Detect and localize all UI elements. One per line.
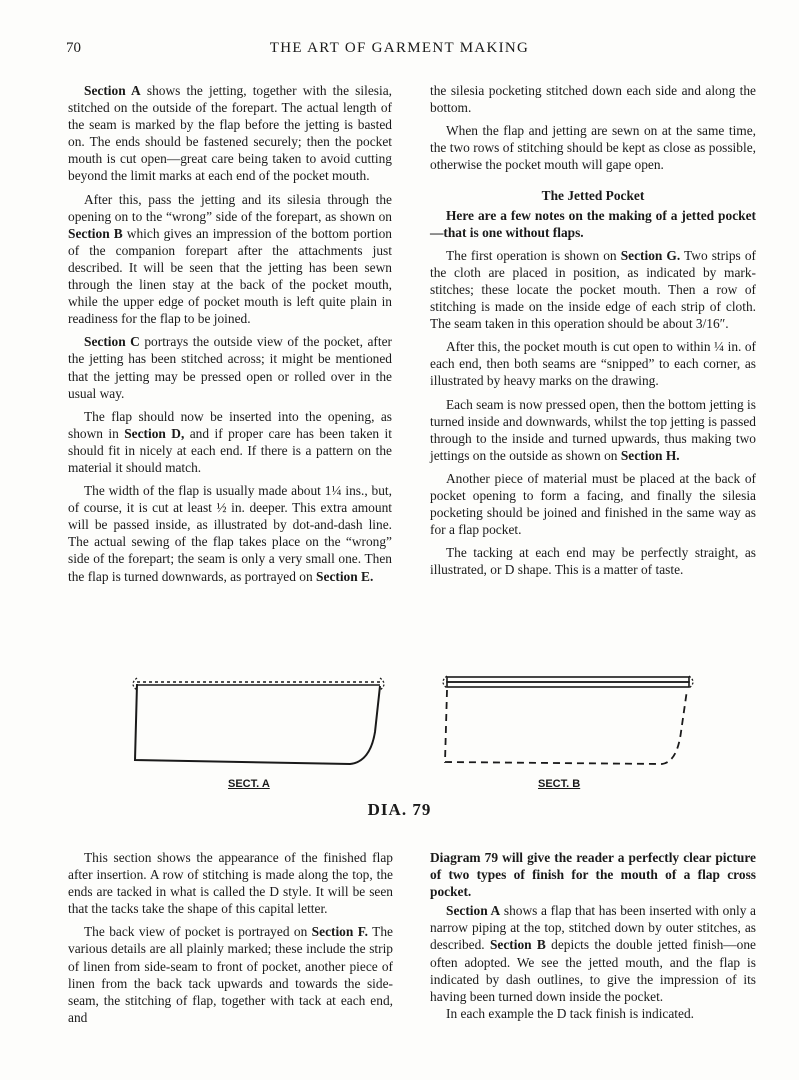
bottom-left-column — [68, 849, 393, 1032]
section-ref: Section G. — [620, 247, 681, 263]
paragraph: This section shows the appearance of the finished flap after insertion. A row of stitching is made along the top, the ends are tacked in what is called the D style. It will be seen that the tacks take the shape of this capital letter. — [68, 850, 393, 917]
paragraph: The width of the flap is usually made about 1¼ ins., but, of course, it is cut at least ½ in. deeper. This extra amount will be passed inside, as illustrated by dot-and-dash line. The actual sewing of the flap takes place on the “wrong” side of the forepart; the seam is only a very small one. Then the flap is turned downwards, as portrayed on Section E. — [68, 483, 392, 584]
flap-outline — [135, 684, 380, 764]
intro-paragraph: Diagram 79 will give the reader a perfectly clear picture of two types of finish for the mouth of a flap cross pocket. — [430, 850, 756, 900]
running-title: THE ART OF GARMENT MAKING — [269, 40, 530, 56]
section-ref: Section B — [68, 225, 123, 241]
section-a-drawing — [125, 672, 395, 772]
paragraph: The first operation is shown on Section G. Two strips of the cloth are placed in position, as indicated by mark-stitches; these locate the pocket mouth. Then a row of stitching is made on the inside edge of each strip of cloth. The seam taken in this operation should be about 3/16″. — [430, 247, 756, 332]
section-ref: Section C — [84, 334, 140, 350]
paragraph: Another piece of material must be placed at the back of pocket opening to form a facing, and finally the silesia pocketing should be joined and finished in the same way as for a flap pocket. — [430, 470, 756, 538]
section-b-drawing — [437, 672, 699, 772]
section-ref: Section H. — [620, 447, 680, 463]
page-number: 70 — [66, 40, 81, 56]
paragraph: When the flap and jetting are sewn on at the same time, the two rows of stitching should be kept as close as possible, otherwise the pocket mouth will gape open. — [430, 123, 756, 173]
section-a-label: SECT. A — [228, 778, 270, 790]
paragraph: Section A shows a flap that has been inserted with only a narrow piping at the top, stitched down by outer stitches, as described. Section B depicts the double jetted finish—one often adopted. We see the jetted mouth, and the flap is indicated by dash outlines, to give the impression of its having been turned down inside the pocket. — [430, 903, 757, 1004]
paragraph: After this, the pocket mouth is cut open to within ¼ in. of each end, then both seams are “snipped” to each corner, as illustrated by heavy marks on the drawing. — [430, 339, 756, 389]
left-column — [68, 82, 392, 591]
bottom-right-column — [430, 849, 756, 1028]
section-b-label: SECT. B — [538, 778, 581, 790]
paragraph: The back view of pocket is portrayed on Section F. The various details are all plainly marked; these include the strip of linen from side-seam to front of pocket, another piece of linen from the back tack upwards and towards the side-seam, the stitching of flap, together with tack at each end, and — [68, 924, 393, 1025]
paragraph: After this, pass the jetting and its silesia through the opening on to the “wrong” side of the forepart, as shown on Section B which gives an impression of the bottom portion of the companion forepart after the attachments just described. It will be seen that the jetting has been sewn through the linen stay at the back of the pocket mouth, while the upper edge of pocket mouth is left quite plain in readiness for the flap to be joined. — [68, 191, 392, 327]
right-column — [430, 82, 756, 584]
intro-paragraph: Here are a few notes on the making of a jetted pocket—that is one without flaps. — [430, 207, 756, 240]
section-heading: The Jetted Pocket — [541, 188, 645, 204]
section-ref: Section E. — [316, 568, 374, 584]
paragraph: The flap should now be inserted into the opening, as shown in Section D, and if proper care has been taken it should fit in nicely at each end. If there is a pattern on the material it should match. — [68, 408, 392, 475]
paragraph: Section A shows the jetting, together with the silesia, stitched on the outside of the forepart. The actual length of the seam is marked by the flap before the jetting is basted on. The ends should be fastened securely; then the pocket mouth is cut open—great care being taken to avoid cutting beyond the limit marks at each end of the pocket mouth. — [68, 83, 392, 184]
section-ref: Section A — [446, 903, 501, 919]
section-ref: Section F. — [311, 924, 369, 940]
section-ref: Section B — [489, 937, 546, 953]
paragraph: the silesia pocketing stitched down each side and along the bottom. — [430, 83, 756, 116]
paragraph: Section C portrays the outside view of the pocket, after the jetting has been stitched across; it might be mentioned that the jetting may be pressed open or rolled over in the usual way. — [68, 334, 392, 401]
paragraph: The tacking at each end may be perfectly straight, as illustrated, or D shape. This is a matter of taste. — [430, 545, 756, 578]
section-ref: Section A — [84, 83, 141, 98]
paragraph: Each seam is now pressed open, then the bottom jetting is turned inside and downwards, whilst the top jetting is passed through to the inside and turned upwards, thus making two jettings on the outside as shown on Section H. — [430, 396, 756, 463]
diagram-caption: DIA. 79 — [367, 800, 432, 819]
jetting-bottom — [447, 682, 689, 687]
section-ref: Section D, — [124, 425, 185, 441]
flap-dashed-outline — [445, 690, 687, 764]
paragraph: In each example the D tack finish is indicated. — [446, 1005, 695, 1021]
